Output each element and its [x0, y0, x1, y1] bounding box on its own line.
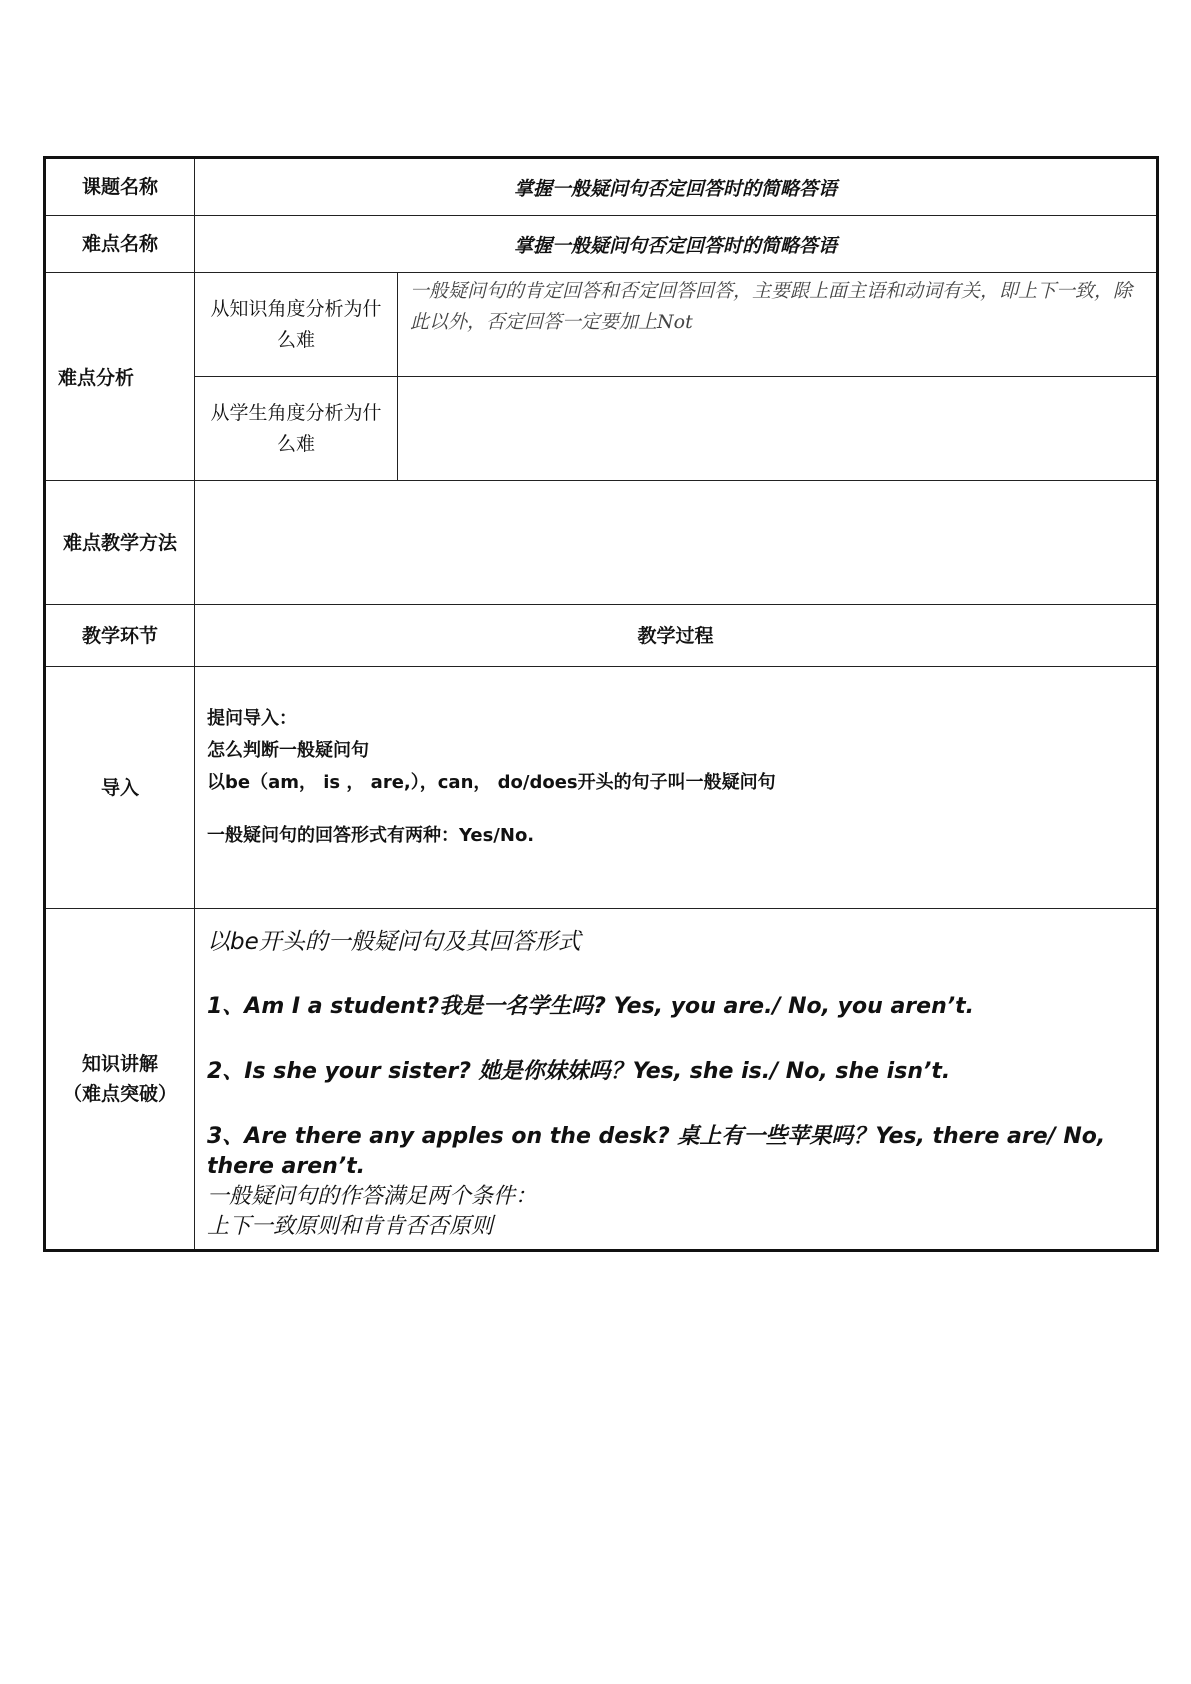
row-header — [45, 605, 1158, 667]
row-intro — [45, 667, 1158, 909]
knowledge-content — [195, 909, 1158, 1251]
row-method — [45, 481, 1158, 605]
intro-line-1: 提问导入： — [207, 708, 297, 729]
knowledge-heading: 以be开头的一般疑问句及其回答形式 — [207, 929, 581, 955]
intro-content — [195, 667, 1158, 909]
student-angle-text — [398, 377, 1158, 481]
knowledge-item-3: 3、Are there any apples on the desk? 桌上有一些苹果吗？Yes, there are/ No, there aren’t. — [207, 1124, 1106, 1179]
knowledge-item-2: 2、Is she your sister? 她是你妹妹吗？Yes, she is./ No, she isn’t. — [207, 1059, 951, 1084]
intro-line-3: 以be（am， is ， are,），can， do/does开头的句子叫一般疑问句 — [207, 772, 776, 793]
difficulty-name-value: 掌握一般疑问句否定回答时的简略答语 — [195, 216, 1158, 273]
knowledge-rule-1: 一般疑问句的作答满足两个条件： — [207, 1184, 538, 1209]
student-angle-label: 从学生角度分析为什么难 — [195, 377, 398, 481]
topic-value: 掌握一般疑问句否定回答时的简略答语 — [195, 158, 1158, 216]
row-difficulty-name — [45, 216, 1158, 273]
row-topic — [45, 158, 1158, 216]
knowledge-item-1: 1、Am I a student?我是一名学生吗? Yes, you are./ No, you aren’t. — [207, 994, 974, 1019]
row-knowledge — [45, 909, 1158, 1251]
teaching-process-header: 教学过程 — [195, 605, 1158, 667]
intro-line-4: 一般疑问句的回答形式有两种：Yes/No. — [207, 825, 535, 846]
method-value — [195, 481, 1158, 605]
intro-line-2: 怎么判断一般疑问句 — [207, 740, 369, 761]
intro-label: 导入 — [45, 667, 195, 909]
knowledge-label-line-1: 知识讲解 — [81, 1053, 158, 1075]
row-analysis-student — [45, 377, 1158, 481]
difficulty-name-label: 难点名称 — [45, 216, 195, 273]
topic-label: 课题名称 — [45, 158, 195, 216]
knowledge-angle-label: 从知识角度分析为什么难 — [195, 273, 398, 377]
knowledge-rule-2: 上下一致原则和肯肯否否原则 — [207, 1214, 494, 1239]
row-analysis-knowledge — [45, 273, 1158, 377]
knowledge-label — [45, 909, 195, 1251]
knowledge-angle-text: 一般疑问句的肯定回答和否定回答回答，主要跟上面主语和动词有关，即上下一致，除此以外，否定回答一定要加上Not — [398, 273, 1158, 377]
analysis-label: 难点分析 — [45, 273, 195, 481]
teaching-stage-header: 教学环节 — [45, 605, 195, 667]
method-label: 难点教学方法 — [45, 481, 195, 605]
lesson-plan-table — [43, 156, 1159, 1252]
knowledge-label-line-2: （难点突破） — [62, 1083, 177, 1105]
